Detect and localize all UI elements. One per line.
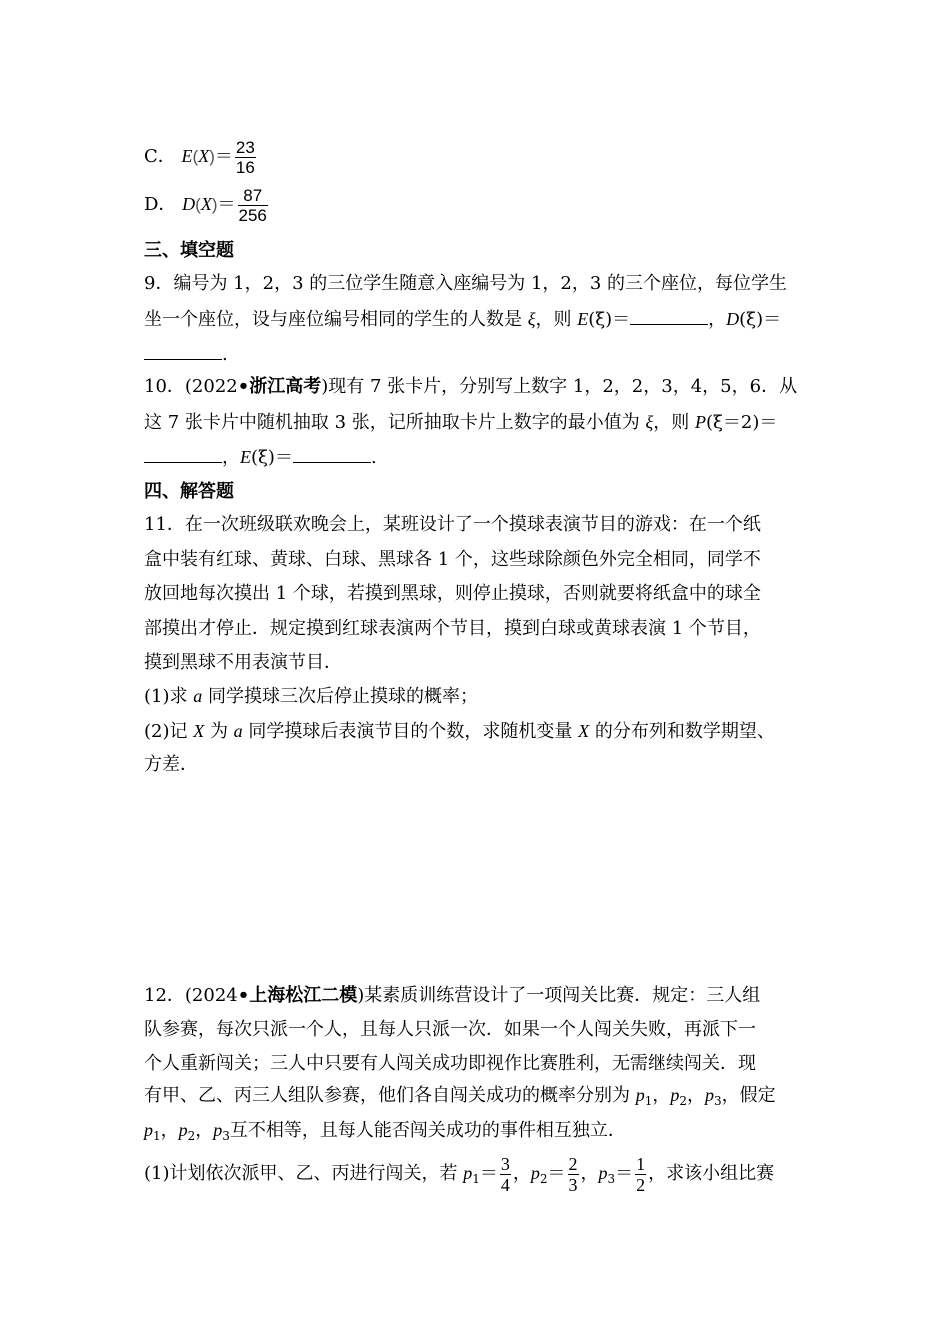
q9-line-1: 9．编号为 1，2，3 的三位学生随意入座编号为 1，2，3 的三个座位，每位学生	[144, 273, 788, 294]
q9-line-2: 坐一个座位，设与座位编号相同的学生的人数是 ξ，则 E(ξ)＝ ，D(ξ)＝	[144, 309, 782, 330]
answer-blank[interactable]	[630, 307, 708, 325]
q11-line-2: 盒中装有红球、黄球、白球、黑球各 1 个，这些球除颜色外完全相同，同学不	[144, 549, 761, 570]
q12-line-5: $p_1$，$p_2$，$p_3$互不相等，且每人能否闯关成功的事件相互独立．	[144, 1120, 626, 1143]
q11-line-1: 11．在一次班级联欢晚会上，某班设计了一个摸球表演节目的游戏：在一个纸	[144, 514, 761, 535]
q11-part-2: (2)记 X 为 a 同学摸球后表演节目的个数，求随机变量 X 的分布列和数学期望、	[144, 721, 775, 742]
source-label: 上海松江二模	[249, 985, 358, 1006]
section-title-fill-in: 三、填空题	[144, 240, 234, 261]
q12-part-1: (1)计划依次派甲、乙、丙进行闯关，若 $p_1=$ $\frac{3}{4}$ ，$p_2=$ $\frac{2}{3}$ ，$p_3=$ $\frac{1}{2}$ ，求该小组比赛	[144, 1153, 775, 1195]
q12-line-2: 队参赛，每次只派一个人，且每人只派一次．如果一个人闯关失败，再派下一	[144, 1019, 756, 1040]
source-label: 浙江高考	[249, 376, 322, 397]
answer-blank[interactable]	[144, 342, 222, 360]
q11-part-2-cont: 方差．	[144, 754, 198, 775]
q9-line-3: .	[144, 342, 228, 367]
q12-line-4: 有甲、乙、丙三人组队参赛，他们各自闯关成功的概率分别为 $p_1$，$p_2$，$p_3$，假定	[144, 1085, 776, 1108]
q12-line-1: 12．(2024•上海松江二模)某素质训练营设计了一项闯关比赛．规定：三人组	[144, 985, 761, 1006]
q10-line-1: 10．(2022•浙江高考)现有 7 张卡片，分别写上数字 1，2，2，3，4，5，6．从	[144, 376, 798, 397]
q11-line-5: 摸到黑球不用表演节目．	[144, 652, 342, 673]
answer-blank[interactable]	[144, 445, 222, 463]
fraction-3-4: $\frac{3}{4}$	[500, 1153, 510, 1195]
answer-blank[interactable]	[293, 445, 371, 463]
q11-line-4: 部摸出才停止．规定摸到红球表演两个节目，摸到白球或黄球表演 1 个节目，	[144, 618, 761, 639]
section-title-solutions: 四、解答题	[144, 481, 234, 502]
option-d: D． D(X)＝ $\frac{87}{256}$	[144, 185, 267, 225]
q10-line-2: 这 7 张卡片中随机抽取 3 张，记所抽取卡片上数字的最小值为 ξ，则 P(ξ＝2)＝	[144, 412, 778, 433]
q10-line-3: ，E(ξ)＝ .	[144, 445, 377, 470]
q12-line-3: 个人重新闯关；三人中只要有人闯关成功即视作比赛胜利，无需继续闯关．现	[144, 1053, 756, 1074]
fraction-23-16: $\frac{23}{16}$	[235, 137, 255, 177]
fraction-87-256: $\frac{87}{256}$	[238, 185, 267, 225]
fraction-2-3: $\frac{2}{3}$	[568, 1153, 578, 1195]
fraction-1-2: $\frac{1}{2}$	[636, 1153, 646, 1195]
q11-part-1: (1)求 a 同学摸球三次后停止摸球的概率；	[144, 686, 478, 707]
q11-line-3: 放回地每次摸出 1 个球，若摸到黑球，则停止摸球，否则就要将纸盒中的球全	[144, 583, 761, 604]
variance-symbol: D	[182, 194, 196, 214]
option-c: C． E(X)＝ $\frac{23}{16}$	[144, 137, 255, 177]
expectation-symbol: E	[181, 146, 193, 166]
